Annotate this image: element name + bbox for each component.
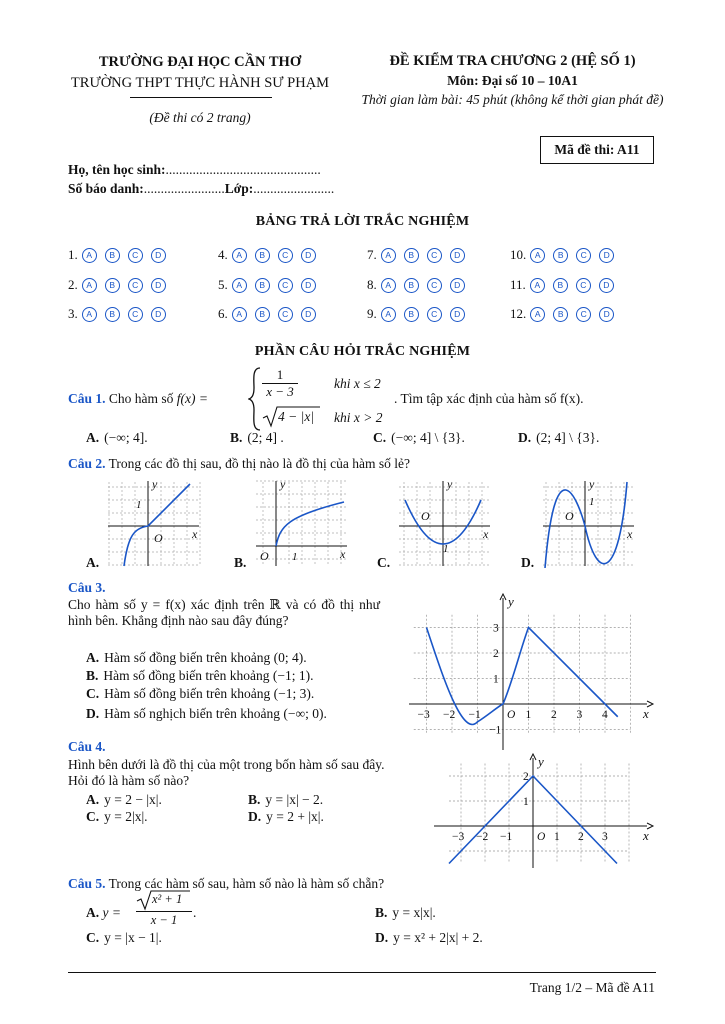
answer-bubble-a[interactable]: A xyxy=(82,278,97,293)
x-tick-label: −2 xyxy=(476,831,489,843)
q1-option-label: B. xyxy=(230,430,243,445)
answer-bubble-c[interactable]: C xyxy=(128,307,143,322)
name-label: Họ, tên học sinh: xyxy=(68,162,166,177)
q2-graph-d xyxy=(541,478,636,568)
x-tick-label: O xyxy=(537,831,546,843)
answer-bubble-c[interactable]: C xyxy=(576,307,591,322)
answer-bubble-c[interactable]: C xyxy=(128,248,143,263)
answer-bubble-b[interactable]: B xyxy=(553,278,568,293)
q3-option-label: B. xyxy=(86,668,99,683)
q2-label: Câu 2. xyxy=(68,456,106,471)
q4-option-a[interactable] xyxy=(86,792,162,808)
answer-number: 11. xyxy=(510,277,526,292)
q3-option-c[interactable] xyxy=(86,686,314,702)
q5-label: Câu 5. xyxy=(68,876,106,891)
exam-code: Mã đề thi: A11 xyxy=(540,136,654,164)
answer-bubble-b[interactable]: B xyxy=(105,278,120,293)
q4-graph xyxy=(430,752,655,870)
answer-number: 10. xyxy=(510,247,527,262)
q5-option-a-den: x − 1 xyxy=(150,913,178,927)
page-footer: Trang 1/2 – Mã đề A11 xyxy=(529,980,655,995)
answer-bubble-d[interactable]: D xyxy=(450,278,465,293)
exam-time: Thời gian làm bài: 45 phút (không kể thời gian phát đề) xyxy=(361,92,664,107)
q5-option-text: y = x|x|. xyxy=(392,905,436,920)
id-field[interactable]: ........................ xyxy=(143,181,225,196)
q4-option-d[interactable] xyxy=(248,809,324,825)
answer-bubble-b[interactable]: B xyxy=(404,278,419,293)
q1-case1-num: 1 xyxy=(276,367,284,382)
answer-bubble-b[interactable]: B xyxy=(105,307,120,322)
answer-bubble-b[interactable]: B xyxy=(553,248,568,263)
q4-option-text: y = 2 + |x|. xyxy=(266,809,324,824)
q3-option-text: Hàm số đồng biến trên khoảng (−1; 1). xyxy=(103,668,314,683)
class-field[interactable]: ........................ xyxy=(253,181,335,196)
q2-option-a[interactable] xyxy=(86,555,99,571)
origin-label: O xyxy=(421,509,430,523)
answer-number: 9. xyxy=(367,306,377,321)
q2-graph-b xyxy=(254,478,349,568)
q5-option-label: C. xyxy=(86,930,100,945)
answer-bubble-c[interactable]: C xyxy=(576,248,591,263)
q4-option-label: D. xyxy=(248,809,262,824)
q4-label: Câu 4. xyxy=(68,739,106,754)
x-axis-label: x xyxy=(643,828,649,843)
answer-bubble-d[interactable]: D xyxy=(450,248,465,263)
q1-stem xyxy=(68,391,208,407)
answer-bubble-a[interactable]: A xyxy=(530,278,545,293)
answer-bubble-d[interactable]: D xyxy=(151,307,166,322)
x-tick-label: 1 xyxy=(554,831,560,843)
q1-option-a[interactable] xyxy=(86,430,148,446)
answer-row xyxy=(367,247,465,263)
answer-number: 12. xyxy=(510,306,527,321)
q1-intro: Cho hàm số xyxy=(108,391,174,406)
q2-option-label: D. xyxy=(521,555,535,570)
q1-option-text: (−∞; 4] \ {3}. xyxy=(391,430,465,445)
answer-bubble-d[interactable]: D xyxy=(301,248,316,263)
function-curve xyxy=(545,482,627,568)
answer-number: 6. xyxy=(218,306,228,321)
answer-bubble-a[interactable]: A xyxy=(232,307,247,322)
q1-case2-cond: khi x > 2 xyxy=(334,410,383,425)
x-axis-label: x xyxy=(483,527,489,541)
answer-number: 1. xyxy=(68,247,78,262)
x-axis-label: x xyxy=(192,527,198,541)
name-field[interactable]: .............................................. xyxy=(165,162,321,177)
answer-row xyxy=(218,277,316,293)
q5-option-a-post: . xyxy=(193,905,197,920)
q5-option-a-label: A. xyxy=(86,905,100,920)
q1-option-c[interactable] xyxy=(373,430,465,446)
answer-row xyxy=(68,306,166,322)
class-label: Lớp: xyxy=(224,181,254,196)
answer-row xyxy=(68,247,166,263)
q1-option-text: (−∞; 4]. xyxy=(104,430,148,445)
q5-option-a-pre: y = xyxy=(102,905,121,920)
student-id-line xyxy=(68,181,334,197)
x-tick-label: −1 xyxy=(468,709,481,721)
q3-option-text: Hàm số nghịch biến trên khoảng (−∞; 0). xyxy=(104,706,327,721)
x-tick-label: −2 xyxy=(443,709,456,721)
answer-bubble-c[interactable]: C xyxy=(128,278,143,293)
tick-one-label: 1 xyxy=(136,499,142,511)
answer-bubble-d[interactable]: D xyxy=(301,278,316,293)
q5-text: Trong các hàm số sau, hàm số nào là hàm số chẵn? xyxy=(108,876,385,891)
answer-bubble-a[interactable]: A xyxy=(381,307,396,322)
q3-label: Câu 3. xyxy=(68,580,106,595)
x-tick-label: 3 xyxy=(576,709,583,721)
q2-option-b[interactable] xyxy=(234,555,246,571)
answer-row xyxy=(510,306,614,322)
answer-number: 3. xyxy=(68,306,78,321)
y-tick-label: −1 xyxy=(489,724,502,737)
q1-case1-cond: khi x ≤ 2 xyxy=(334,376,381,391)
q4-option-b[interactable] xyxy=(248,792,323,808)
q2-stem xyxy=(68,456,410,472)
origin-label: O xyxy=(154,531,163,545)
q2-graph-a xyxy=(106,478,201,568)
q5-option-label: B. xyxy=(375,905,388,920)
q1-case1-den: x − 3 xyxy=(262,383,298,400)
q3-option-a[interactable] xyxy=(86,650,307,666)
q4-option-label: B. xyxy=(248,792,261,807)
q2-text: Trong các đồ thị sau, đồ thị nào là đồ thị của hàm số lẻ? xyxy=(108,456,410,471)
answer-row xyxy=(68,277,166,293)
id-label: Số báo danh: xyxy=(68,181,144,196)
q4-option-label: A. xyxy=(86,792,100,807)
q5-option-label: D. xyxy=(375,930,389,945)
q5-option-text: y = x² + 2|x| + 2. xyxy=(393,930,483,945)
y-tick-label: 1 xyxy=(493,673,499,686)
q1-option-d[interactable] xyxy=(518,430,599,446)
q2-option-label: B. xyxy=(234,555,247,570)
x-axis-label: x xyxy=(643,706,649,721)
answer-bubble-a[interactable]: A xyxy=(232,248,247,263)
y-tick-label: 3 xyxy=(493,622,499,635)
q4-option-text: y = 2 − |x|. xyxy=(104,792,162,807)
q3-text: Cho hàm số y = f(x) xác định trên ℝ và có đồ thị như hình bên. Khẳng định nào sau đây đúng? xyxy=(68,597,380,628)
x-tick-label: −3 xyxy=(452,831,465,843)
x-tick-label: 2 xyxy=(578,831,584,843)
origin-label: O xyxy=(565,509,574,523)
x-tick-label: −1 xyxy=(500,831,513,843)
q3-option-label: C. xyxy=(86,686,100,701)
answer-bubble-a[interactable]: A xyxy=(381,248,396,263)
q5-option-text: y = |x − 1|. xyxy=(104,930,162,945)
q1-option-b[interactable] xyxy=(230,430,284,446)
q3-graph xyxy=(405,592,655,752)
answer-bubble-b[interactable]: B xyxy=(255,307,270,322)
answer-bubble-a[interactable]: A xyxy=(530,248,545,263)
x-tick-label: 4 xyxy=(602,709,608,721)
y-axis-label: y xyxy=(447,478,453,491)
y-tick-label: 2 xyxy=(523,771,529,783)
exam-title: ĐỀ KIỂM TRA CHƯƠNG 2 (HỆ SỐ 1) xyxy=(389,53,636,69)
answer-number: 4. xyxy=(218,247,228,262)
q5-option-b[interactable] xyxy=(375,905,436,921)
y-axis-label: y xyxy=(538,754,544,769)
x-tick-label: −3 xyxy=(417,709,430,721)
answer-row xyxy=(218,247,316,263)
answer-bubble-b[interactable]: B xyxy=(404,307,419,322)
answer-bubble-a[interactable]: A xyxy=(530,307,545,322)
tick-one-label: 1 xyxy=(443,543,449,555)
answer-number: 7. xyxy=(367,247,377,262)
q1-question: . Tìm tập xác định của hàm số f(x). xyxy=(394,391,584,406)
answer-row xyxy=(510,247,614,263)
footer-rule xyxy=(68,972,656,973)
questions-title: PHẦN CÂU HỎI TRẮC NGHIỆM xyxy=(254,344,471,359)
answer-bubble-c[interactable]: C xyxy=(427,307,442,322)
q1-label: Câu 1. xyxy=(68,391,106,406)
q5-option-c[interactable] xyxy=(86,930,162,946)
q3-option-label: A. xyxy=(86,650,100,665)
x-tick-label: O xyxy=(507,709,516,721)
answer-bubble-c[interactable]: C xyxy=(576,278,591,293)
q4-option-label: C. xyxy=(86,809,100,824)
answer-bubble-d[interactable]: D xyxy=(599,307,614,322)
q1-case2-expr: 4 − |x| xyxy=(278,409,315,424)
x-tick-label: 3 xyxy=(602,831,608,843)
origin-label: O xyxy=(260,549,269,563)
q3-option-d[interactable] xyxy=(86,706,327,722)
answer-bubble-b[interactable]: B xyxy=(553,307,568,322)
q2-option-c[interactable] xyxy=(377,555,390,571)
answer-bubble-a[interactable]: A xyxy=(82,248,97,263)
answer-bubble-b[interactable]: B xyxy=(255,248,270,263)
q3-option-label: D. xyxy=(86,706,100,721)
student-name-line xyxy=(68,162,321,178)
q4-option-text: y = |x| − 2. xyxy=(265,792,324,807)
answer-bubble-d[interactable]: D xyxy=(450,307,465,322)
pages-note: (Đề thi có 2 trang) xyxy=(149,110,251,125)
answer-bubble-c[interactable]: C xyxy=(427,278,442,293)
q1-case1-fraction xyxy=(262,367,298,400)
answer-bubble-d[interactable]: D xyxy=(301,307,316,322)
x-axis-label: x xyxy=(627,527,633,541)
answer-bubble-b[interactable]: B xyxy=(404,248,419,263)
y-axis-label: y xyxy=(152,478,158,491)
function-curve xyxy=(124,484,190,566)
school-line2: TRƯỜNG THPT THỰC HÀNH SƯ PHẠM xyxy=(70,75,330,91)
q1-option-text: (2; 4] . xyxy=(247,430,284,445)
answer-row xyxy=(510,277,614,293)
y-axis-label: y xyxy=(508,594,514,609)
q2-option-label: C. xyxy=(377,555,391,570)
y-tick-label: 1 xyxy=(523,796,529,808)
answer-bubble-c[interactable]: C xyxy=(427,248,442,263)
answer-row xyxy=(367,277,465,293)
school-header xyxy=(60,52,340,94)
answer-bubble-d[interactable]: D xyxy=(599,278,614,293)
function-curve xyxy=(276,502,344,546)
answer-bubble-d[interactable]: D xyxy=(151,248,166,263)
answer-bubble-c[interactable]: C xyxy=(278,278,293,293)
answer-bubble-c[interactable]: C xyxy=(278,248,293,263)
q3-option-b[interactable] xyxy=(86,668,313,684)
q5-option-a[interactable] xyxy=(86,905,121,921)
q1-fx: f(x) = xyxy=(176,391,208,406)
tick-one-label: 1 xyxy=(589,496,595,508)
q3-option-text: Hàm số đồng biến trên khoảng (0; 4). xyxy=(104,650,307,665)
q2-option-label: A. xyxy=(86,555,100,570)
exam-header xyxy=(340,52,685,109)
answer-bubble-d[interactable]: D xyxy=(599,248,614,263)
q4-option-c[interactable] xyxy=(86,809,148,825)
q4-text: Hình bên dưới là đồ thị của một trong bốn hàm số sau đây. Hỏi đó là hàm số nào? xyxy=(68,757,385,788)
q1-left-brace xyxy=(248,366,262,432)
q2-option-d[interactable] xyxy=(521,555,534,571)
y-tick-label: 2 xyxy=(493,648,499,660)
q5-option-d[interactable] xyxy=(375,930,483,946)
y-axis-label: y xyxy=(280,478,286,491)
q1-option-text: (2; 4] \ {3}. xyxy=(536,430,600,445)
answer-bubble-b[interactable]: B xyxy=(105,248,120,263)
answer-bubble-c[interactable]: C xyxy=(278,307,293,322)
school-line1: TRƯỜNG ĐẠI HỌC CẦN THƠ xyxy=(98,54,302,70)
q1-option-label: C. xyxy=(373,430,387,445)
header-divider xyxy=(130,97,272,98)
q2-graph-c xyxy=(397,478,492,568)
answer-number: 8. xyxy=(367,277,377,292)
q5-option-a-num: x² + 1 xyxy=(152,892,183,906)
q5-stem xyxy=(68,876,384,892)
q3-option-text: Hàm số đồng biến trên khoảng (−1; 3). xyxy=(104,686,315,701)
q5-fraction-bar xyxy=(136,911,192,912)
q4-option-text: y = 2|x|. xyxy=(104,809,148,824)
x-tick-label: 1 xyxy=(525,709,532,721)
y-axis-label: y xyxy=(589,478,595,491)
answer-row xyxy=(218,306,316,322)
x-axis-label: x xyxy=(340,547,346,561)
answer-number: 2. xyxy=(68,277,78,292)
tick-one-label: 1 xyxy=(292,551,298,563)
answer-bubble-b[interactable]: B xyxy=(255,278,270,293)
q1-option-label: D. xyxy=(518,430,532,445)
answer-bubble-d[interactable]: D xyxy=(151,278,166,293)
answer-number: 5. xyxy=(218,277,228,292)
x-tick-label: 2 xyxy=(551,709,557,721)
answer-bubble-a[interactable]: A xyxy=(232,278,247,293)
answer-row xyxy=(367,306,465,322)
answer-bubble-a[interactable]: A xyxy=(381,278,396,293)
answer-sheet-title: BẢNG TRẢ LỜI TRẮC NGHIỆM xyxy=(255,214,470,229)
exam-subject: Môn: Đại số 10 – 10A1 xyxy=(447,73,578,88)
answer-bubble-a[interactable]: A xyxy=(82,307,97,322)
q1-option-label: A. xyxy=(86,430,100,445)
